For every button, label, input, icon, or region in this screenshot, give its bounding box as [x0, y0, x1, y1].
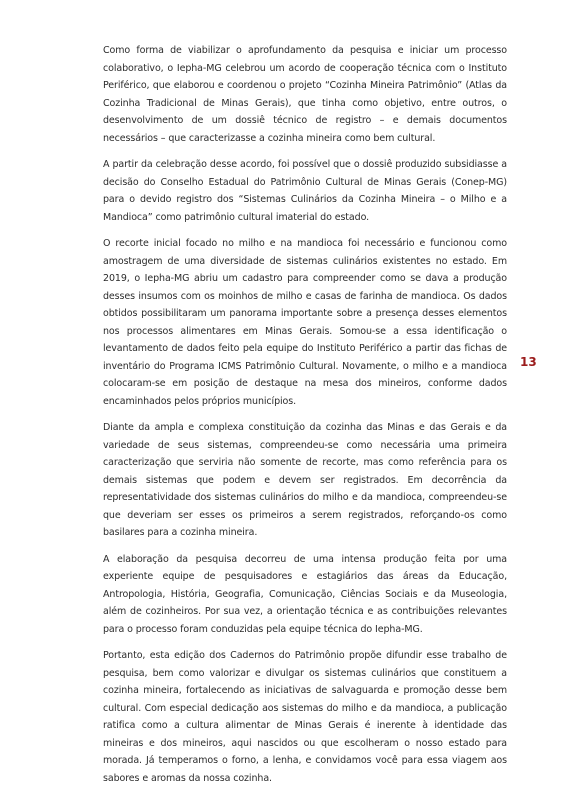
- page-number: 13: [520, 355, 537, 369]
- paragraph-registration-decision: A partir da celebração desse acordo, foi possível que o dossiê produzido subsidiasse a decisão do Conselho Estadual do Patrimônio Cultural de Minas Gerais (Conep-MG) para o devido registro dos “Sistemas Culinários da Cozinha Mineira – o Milho e a Mandioca” como patrimônio cultural imaterial do estado.: [103, 159, 507, 223]
- body-text: [103, 42, 507, 796]
- paragraph-cooperation-agreement: Como forma de viabilizar o aprofundamento da pesquisa e iniciar um processo colaborativo, o Iepha-MG celebrou um acordo de cooperação técnica com o Instituto Periférico, que elaborou e coordenou o projeto “Cozinha Mineira Patrimônio” (Atlas da Cozinha Tradicional de Minas Gerais), que tinha como objetivo, entre outros, o desenvolvimento de um dossiê técnico de registro – e demais documentos necessários – que caracterizasse a cozinha mineira como bem cultural.: [103, 45, 507, 144]
- paragraph-complex-constitution: Diante da ampla e complexa constituição da cozinha das Minas e das Gerais e da variedade de seus sistemas, compreendeu-se como necessária uma primeira caracterização que serviria não somente de recorte, mas como referência para os demais sistemas que podem e devem ser registrados. Em decorrência da representatividade dos sistemas culinários do milho e da mandioca, compreendeu-se que deveriam ser esses os primeiros a serem registrados, reforçando-os como basilares para a cozinha mineira.: [103, 422, 507, 538]
- paragraph-initial-focus: O recorte inicial focado no milho e na mandioca foi necessário e funcionou como amostragem de uma diversidade de sistemas culinários existentes no estado. Em 2019, o Iepha-MG abriu um cadastro para compreender como se dava a produção desses insumos com os moinhos de milho e casas de farinha de mandioca. Os dados obtidos possibilitaram um panorama importante sobre a presença desses elementos nos processos alimentares em Minas Gerais. Somou-se a essa identificação o levantamento de dados feito pela equipe do Instituto Periférico a partir das fichas de inventário do Programa ICMS Patrimônio Cultural. Novamente, o milho e a mandioca colocaram-se em posição de destaque na mesa dos mineiros, conforme dados encaminhados pelos próprios municípios.: [103, 238, 507, 407]
- paragraph-conclusion: Portanto, esta edição dos Cadernos do Patrimônio propõe difundir esse trabalho de pesquisa, bem como valorizar e divulgar os sistemas culinários que constituem a cozinha mineira, fortalecendo as iniciativas de salvaguarda e promoção desse bem cultural. Com especial dedicação aos sistemas do milho e da mandioca, a publicação ratifica como a cultura alimentar de Minas Gerais é inerente à identidade das mineiras e dos mineiros, aqui nascidos ou que escolheram o nosso estado para morada. Já temperamos o forno, a lenha, e convidamos você para essa viagem aos sabores e aromas da nossa cozinha.: [103, 650, 507, 784]
- paragraph-research-team: A elaboração da pesquisa decorreu de uma intensa produção feita por uma experiente equipe de pesquisadores e estagiários das áreas da Educação, Antropologia, História, Geografia, Comunicação, Ciências Sociais e da Museologia, além de cozinheiros. Por sua vez, a orientação técnica e as contribuições relevantes para o processo foram conduzidas pela equipe técnica do Iepha-MG.: [103, 553, 507, 635]
